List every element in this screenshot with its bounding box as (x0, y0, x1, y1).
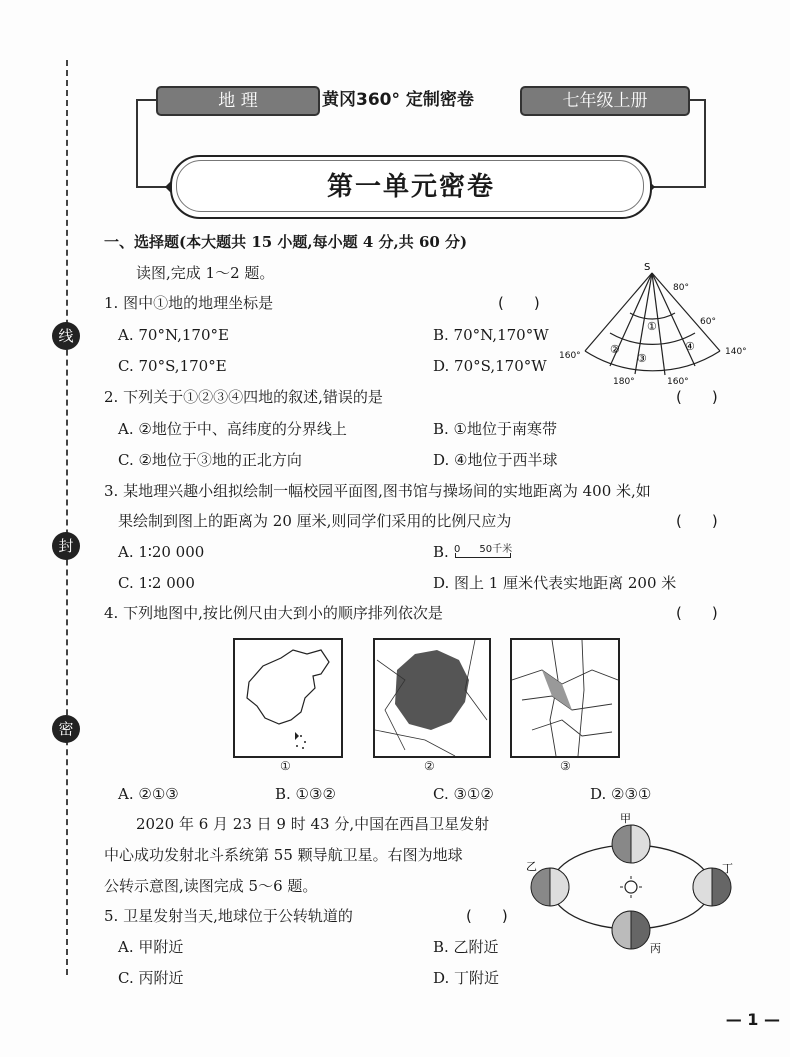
frame-line (704, 99, 706, 187)
q3-option-a[interactable]: A. 1∶20 000 (118, 543, 205, 561)
orbit-label-yi: 乙 (526, 860, 537, 873)
q5-option-c[interactable]: C. 丙附近 (118, 969, 184, 987)
binding-mark-mi: 密 (52, 715, 80, 743)
q2-option-c[interactable]: C. ②地位于③地的正北方向 (118, 451, 302, 469)
map-label-2: ② (424, 759, 435, 773)
china-outline-figure (235, 640, 341, 756)
lat-label: 60° (700, 317, 716, 327)
point-label: ② (610, 343, 620, 356)
polar-grid-figure (555, 258, 755, 388)
q3-stem-line1: 3. 某地理兴趣小组拟绘制一幅校园平面图,图书馆与操场间的实地距离为 400 米,如 (104, 482, 651, 500)
lon-label: 180° (613, 377, 635, 387)
frame-line (136, 99, 158, 101)
q5-answer-bracket[interactable]: ( ) (466, 907, 508, 925)
series-title: 黄冈360° 定制密卷 (322, 90, 474, 110)
binding-mark-feng: 封 (52, 532, 80, 560)
sun-icon (620, 876, 642, 898)
q3-scale-label: 0 50千米 (454, 544, 513, 555)
q3-option-c[interactable]: C. 1∶2 000 (118, 574, 195, 592)
page-number: — 1 — (725, 1010, 780, 1029)
grade-pill: 七年级上册 (520, 86, 690, 116)
q4-answer-bracket[interactable]: ( ) (676, 604, 718, 622)
intro-1-2: 读图,完成 1～2 题。 (136, 264, 275, 282)
q3-option-b[interactable]: B. (433, 543, 449, 561)
q5-option-d[interactable]: D. 丁附近 (433, 969, 500, 987)
section-heading: 一、选择题(本大题共 15 小题,每小题 4 分,共 60 分) (104, 233, 468, 251)
q3-answer-bracket[interactable]: ( ) (676, 512, 718, 530)
q4-option-c[interactable]: C. ③①② (433, 785, 494, 803)
q3-stem-line2: 果绘制到图上的距离为 20 厘米,则同学们采用的比例尺应为 (118, 512, 512, 530)
q5-option-a[interactable]: A. 甲附近 (118, 938, 184, 956)
map-beijing (373, 638, 491, 758)
page-title: 第一单元密卷 (170, 155, 652, 219)
point-label: ① (647, 320, 657, 333)
q1-option-c[interactable]: C. 70°S,170°E (118, 357, 227, 375)
q2-stem: 2. 下列关于①②③④四地的叙述,错误的是 (104, 388, 383, 406)
point-label: ③ (637, 352, 647, 365)
binding-line (66, 60, 68, 975)
orbit-label-jia: 甲 (620, 812, 631, 825)
lat-label: 80° (673, 283, 689, 293)
q1-option-a[interactable]: A. 70°N,170°E (118, 326, 229, 344)
map-china (233, 638, 343, 758)
lon-label: 140° (725, 347, 747, 357)
q2-answer-bracket[interactable]: ( ) (676, 388, 718, 406)
binding-mark-xian: 线 (52, 322, 80, 350)
q1-answer-bracket[interactable]: ( ) (498, 294, 540, 312)
region-map-figure (512, 640, 618, 756)
orbit-label-bing: 丙 (650, 942, 661, 955)
passage-line-2: 中心成功发射北斗系统第 55 颗导航卫星。右图为地球 (104, 846, 463, 864)
lon-label: 160° (667, 377, 689, 387)
point-label: ④ (685, 340, 695, 353)
subject-pill: 地 理 (156, 86, 320, 116)
q5-option-b[interactable]: B. 乙附近 (433, 938, 499, 956)
q5-stem: 5. 卫星发射当天,地球位于公转轨道的 (104, 907, 353, 925)
q1-option-d[interactable]: D. 70°S,170°W (433, 357, 547, 375)
beijing-map-figure (375, 640, 489, 756)
frame-line (136, 99, 138, 187)
scale-bar (455, 553, 511, 558)
q1-option-b[interactable]: B. 70°N,170°W (433, 326, 549, 344)
orbit-label-ding: 丁 (722, 862, 733, 875)
q2-option-d[interactable]: D. ④地位于西半球 (433, 451, 558, 469)
map-label-3: ③ (560, 759, 571, 773)
q1-stem: 1. 图中①地的地理坐标是 (104, 294, 274, 312)
map-region (510, 638, 620, 758)
q4-option-a[interactable]: A. ②①③ (118, 785, 179, 803)
passage-line-3: 公转示意图,读图完成 5～6 题。 (104, 877, 318, 895)
title-inner-border (176, 160, 644, 212)
q4-option-b[interactable]: B. ①③② (275, 785, 336, 803)
q2-option-a[interactable]: A. ②地位于中、高纬度的分界线上 (118, 420, 347, 438)
q4-option-d[interactable]: D. ②③① (590, 785, 652, 803)
passage-line-1: 2020 年 6 月 23 日 9 时 43 分,中国在西昌卫星发射 (136, 815, 490, 833)
q4-stem: 4. 下列地图中,按比例尺由大到小的顺序排列依次是 (104, 604, 443, 622)
q3-option-d[interactable]: D. 图上 1 厘米代表实地距离 200 米 (433, 574, 677, 592)
earth-orbit-figure (526, 812, 736, 962)
lon-label: 160° (559, 351, 581, 361)
map-label-1: ① (280, 759, 291, 773)
q2-option-b[interactable]: B. ①地位于南寒带 (433, 420, 558, 438)
pole-label: S (644, 262, 651, 273)
